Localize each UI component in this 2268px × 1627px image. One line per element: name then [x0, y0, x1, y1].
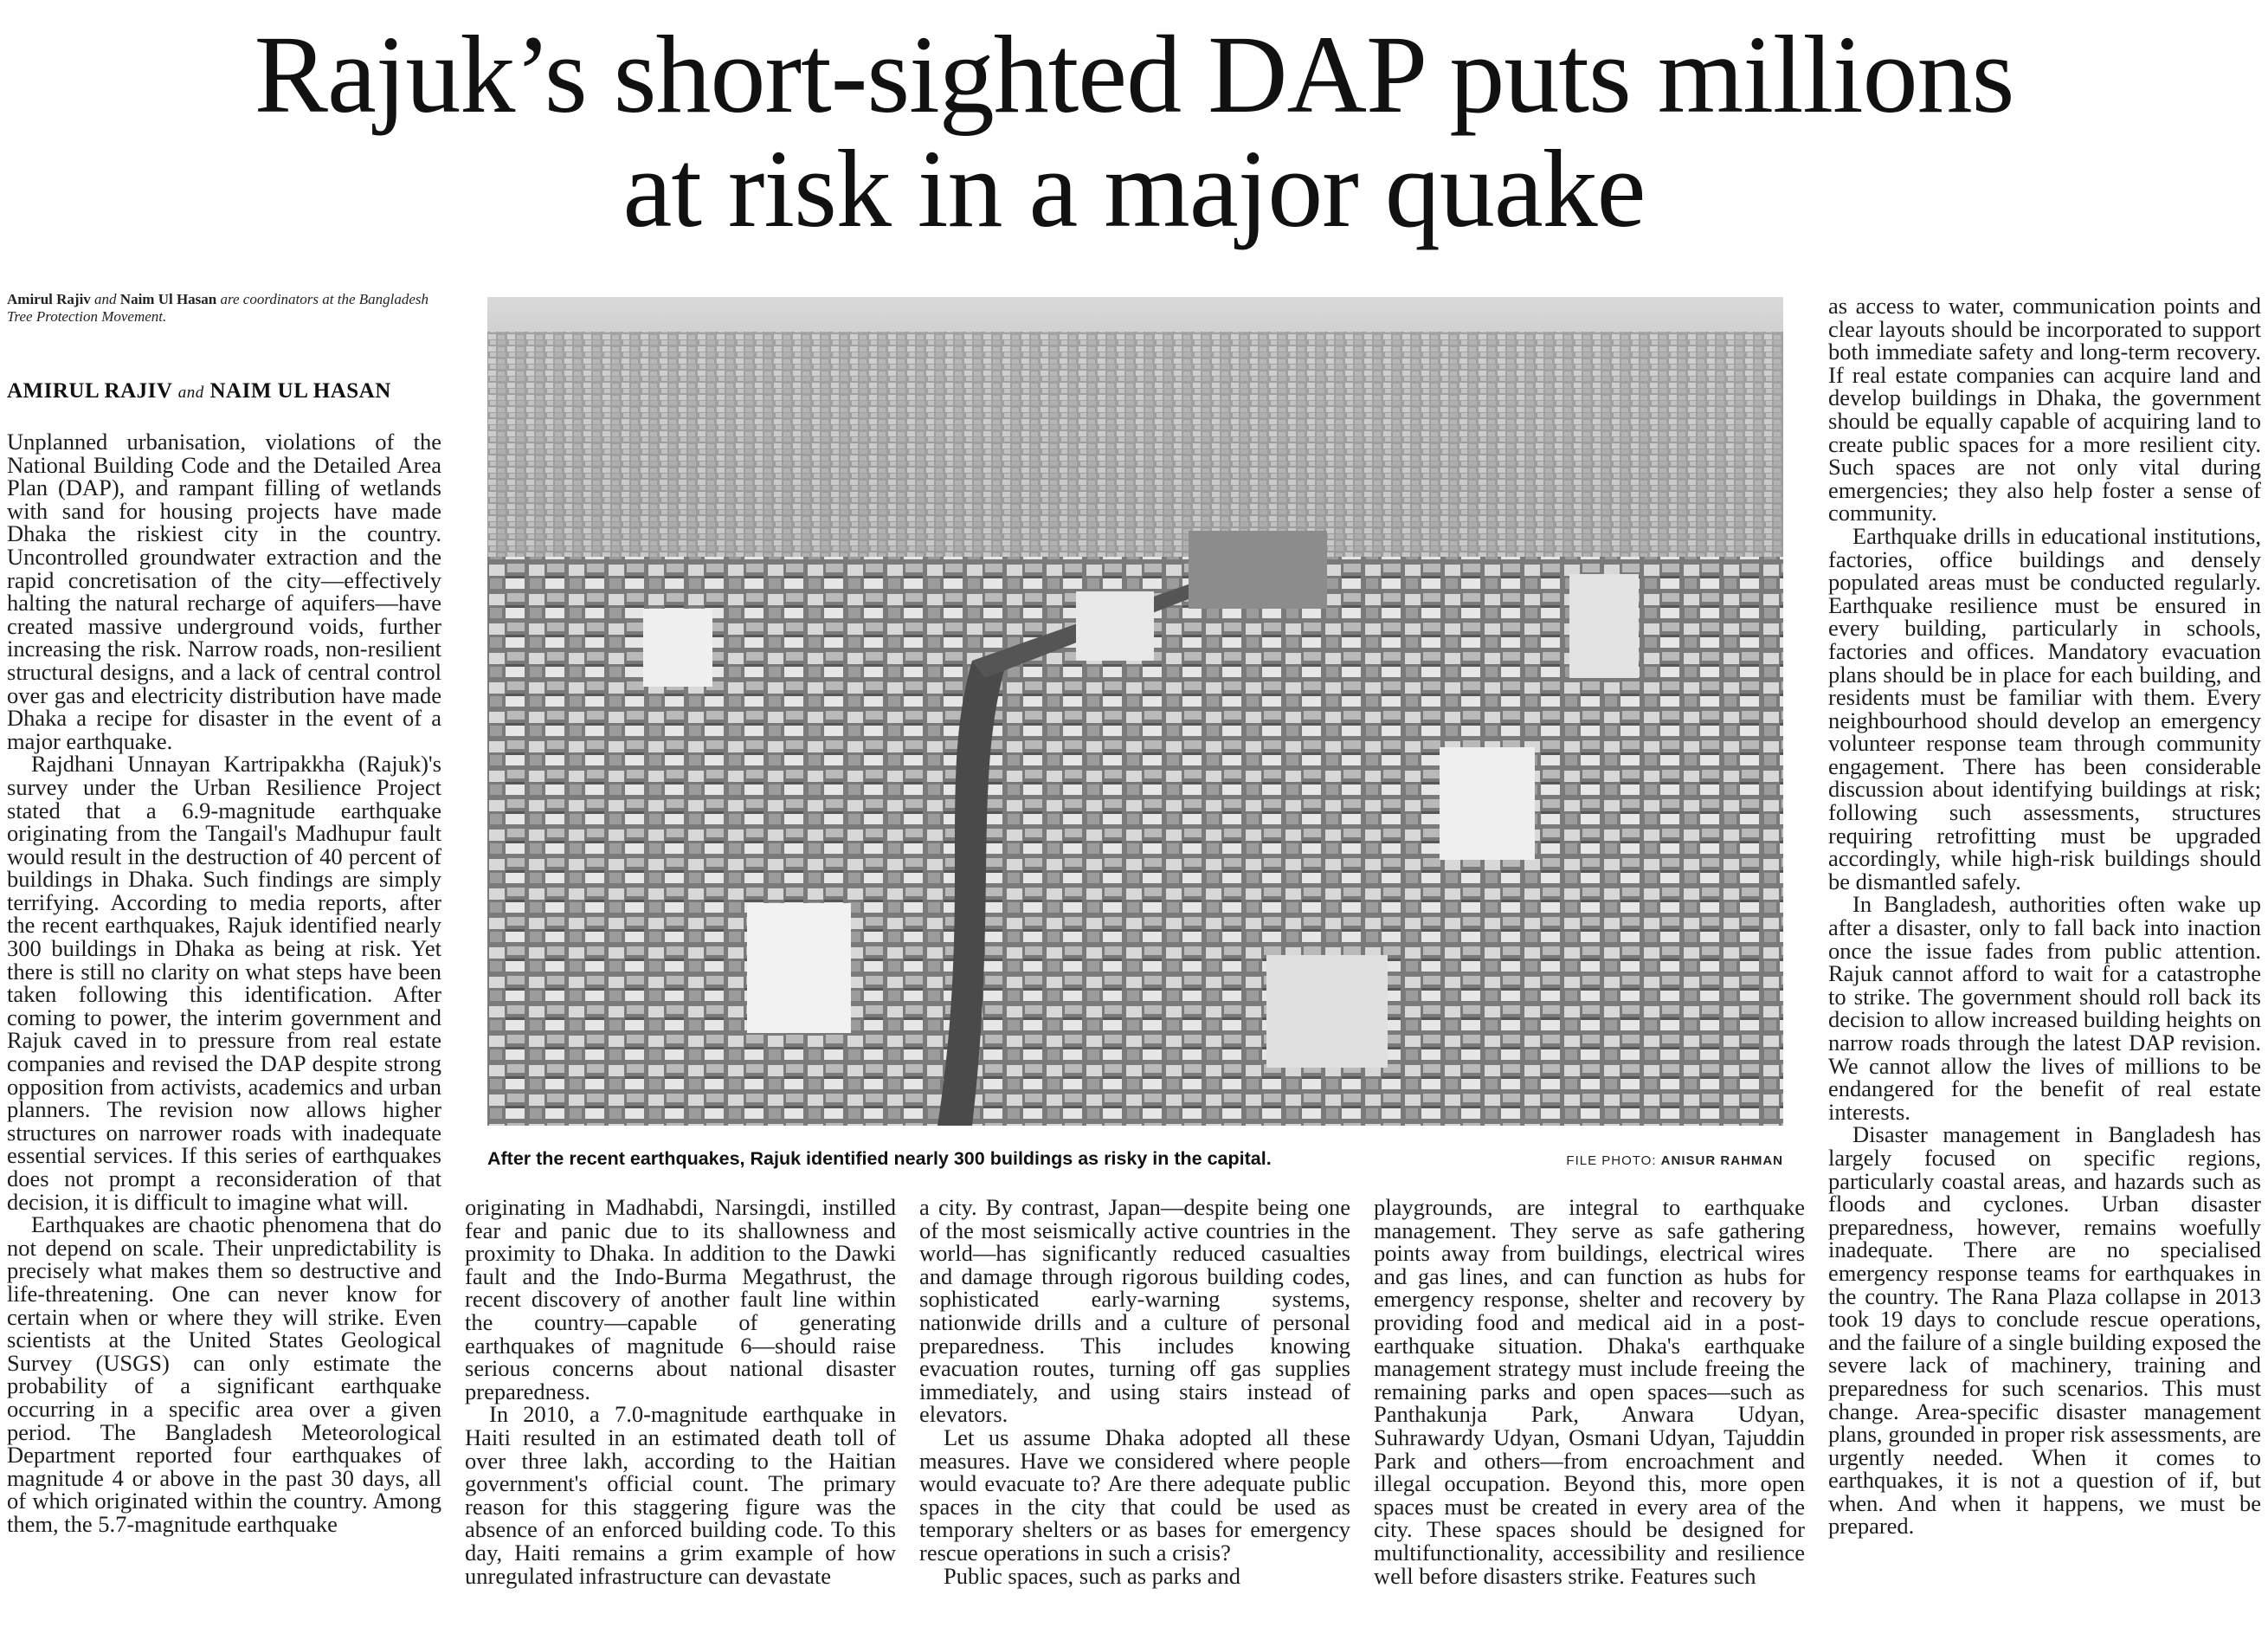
paragraph: Unplanned urbanisation, violations of the National Building Code and the Detailed Area Plan (DAP), and rampant filling of wetlands with sand for housing projects have made Dhaka the riskiest city in the country. Uncontrolled groundwater extraction and the rapid concretisation of the city—effectively halting the natural recharge of aquifers—have created massive underground voids, further increasing the risk. Narrow roads, non-resilient structural designs, and a lack of central control over gas and electricity distribution have made Dhaka a recipe for disaster in the event of a major earthquake. — [7, 429, 441, 754]
photo-credit-label: FILE PHOTO: — [1566, 1153, 1657, 1168]
author-note-text: are coordinators at the Bangladesh Tree Protection Movement. — [7, 291, 429, 325]
paragraph: Disaster management in Bangladesh has largely focused on specific regions, particularly coastal areas, and hazards such as floods and cyclones. Urban disaster preparedness, however, remains woefully inadequate. There are no specialised emergency response teams for earthquakes in the country. The Rana Plaza collapse in 2013 took 19 days to conclude rescue operations, and the failure of a single building exposed the severe lack of machinery, training and preparedness for such scenarios. This must change. Area-specific disaster management plans, grounded in proper risk assessments, are urgently needed. When it comes to earthquakes, it is not a question of if, but when. And when it happens, we must be prepared. — [1828, 1121, 2261, 1540]
column-4 — [1374, 1196, 1805, 1587]
paragraph: Earthquake drills in educational institutions, factories, office buildings and densely populated areas must be conducted regularly. Earthquake resilience must be ensured in every building, particularly in schools, factories and offices. Mandatory evacuation plans should be in place for each building, and residents must be familiar with them. Every neighbourhood should develop an emergency volunteer response team through community engagement. There has been considerable discussion about identifying buildings at risk; following such assessments, structures requiring retrofitting must be upgraded accordingly, while high-risk buildings should be dismantled safely. — [1828, 522, 2261, 894]
paragraph: as access to water, communication points and clear layouts should be incorporated to support both immediate safety and long-term recovery. If real estate companies can acquire land and develop buildings in Dhaka, the government should be equally capable of acquiring land to create public spaces for a more resilient city. Such spaces are not only vital during emergencies; they also help foster a sense of community. — [1828, 293, 2261, 526]
city-photo-graphic — [487, 297, 1783, 1126]
author-note-conj: and — [94, 291, 117, 307]
headline — [0, 13, 2268, 250]
paragraph: Public spaces, such as parks and — [944, 1562, 1240, 1589]
byline-name-1: AMIRUL RAJIV — [7, 379, 172, 403]
headline-line-2: at risk in a major quake — [622, 127, 1646, 250]
paragraph: Let us assume Dhaka adopted all these measures. Have we considered where people would evacuate to? Are there adequate public spaces in the city that could be used as temporary shelters or as bases for emergency rescue operations in such a crisis? — [919, 1424, 1350, 1566]
paragraph: Rajdhani Unnayan Kartripakkha (Rajuk)'s survey under the Urban Resilience Project stated that a 6.9-magnitude earthquake originating from the Tangail's Madhupur fault would result in the destruction of 40 percent of buildings in Dhaka. Such findings are simply terrifying. According to media reports, after the recent earthquakes, Rajuk identified nearly 300 buildings in Dhaka as being at risk. Yet there is still no clarity on what steps have been taken following this identification. After coming to power, the interim government and Rajuk caved in to pressure from real estate companies and revised the DAP despite strong opposition from activists, academics and urban planners. The revision now allows higher structures on narrower roads with inadequate essential services. If this series of earthquakes does not prompt a reconsideration of that decision, it is difficult to imagine what will. — [7, 751, 441, 1215]
photo-credit — [1506, 1153, 1783, 1168]
headline-line-1: Rajuk’s short-sighted DAP puts millions — [254, 13, 2014, 136]
paragraph: originating in Madhabdi, Narsingdi, instilled fear and panic due to its shallowness and proximity to Dhaka. In addition to the Dawki fault and the Indo-Burma Megathrust, the recent discovery of another fault line within the country—capable of generating earthquakes of magnitude 6—should raise serious concerns about national disaster preparedness. — [465, 1194, 896, 1404]
photo-caption: After the recent earthquakes, Rajuk identified nearly 300 buildings as risky in the capital. — [487, 1148, 1272, 1169]
column-1 — [7, 430, 441, 1536]
column-5 — [1828, 294, 2261, 1538]
photo-credit-name: ANISUR RAHMAN — [1660, 1153, 1783, 1168]
paragraph: a city. By contrast, Japan—despite being one of the most seismically active countries in the world—has significantly reduced casualties and damage through rigorous building codes, sophisticated early-warning systems, nationwide drills and a culture of personal preparedness. This includes knowing evacuation routes, turning off gas supplies immediately, and using stairs instead of elevators. — [919, 1194, 1350, 1428]
paragraph: Earthquakes are chaotic phenomena that do not depend on scale. Their unpredictability is precisely what makes them so destructive and life-threatening. One can never know for certain when or where they will strike. Even scientists at the United States Geological Survey (USGS) can only estimate the probability of a significant earthquake occurring in a specific area over a given period. The Bangladesh Meteorological Department reported four earthquakes of magnitude 4 or above in the past 30 days, all of which originated within the country. Among them, the 5.7-magnitude earthquake — [7, 1211, 441, 1537]
byline-name-2: NAIM UL HASAN — [209, 379, 391, 403]
author-note-name-2: Naim Ul Hasan — [119, 291, 217, 307]
paragraph: playgrounds, are integral to earthquake management. They serve as safe gathering points away from buildings, electrical wires and gas lines, and can function as hubs for emergency response, shelter and recovery by providing food and medical aid in a post-earthquake situation. Dhaka's earthquake management strategy must include freeing the remaining parks and open spaces—such as Panthakunja Park, Anwara Udyan, Suhrawardy Udyan, Osmani Udyan, Tajuddin Park and others—from encroachment and illegal occupation. Beyond this, more open spaces must be created in every area of the city. These spaces should be designed for multifunctionality, accessibility and resilience well before disasters strike. Features such — [1374, 1194, 1805, 1589]
paragraph: In 2010, a 7.0-magnitude earthquake in Haiti resulted in an estimated death toll of over three lakh, according to the Haitian government's official count. The primary reason for this staggering figure was the absence of an enforced building code. To this day, Haiti remains a grim example of how unregulated infrastructure can devastate — [465, 1401, 896, 1589]
paragraph: In Bangladesh, authorities often wake up after a disaster, only to fall back into inaction once the issue fades from public attention. Rajuk cannot afford to wait for a catastrophe to strike. The government should roll back its decision to allow increased building heights on narrow roads through the latest DAP revision. We cannot allow the lives of millions to be endangered for the benefit of real estate interests. — [1828, 891, 2261, 1125]
column-2 — [465, 1196, 896, 1587]
byline-conj: and — [177, 384, 204, 402]
column-3 — [919, 1196, 1350, 1587]
author-note — [7, 291, 441, 326]
byline — [7, 379, 441, 404]
author-note-name-1: Amirul Rajiv — [7, 291, 91, 307]
aerial-city-photo — [487, 297, 1783, 1126]
